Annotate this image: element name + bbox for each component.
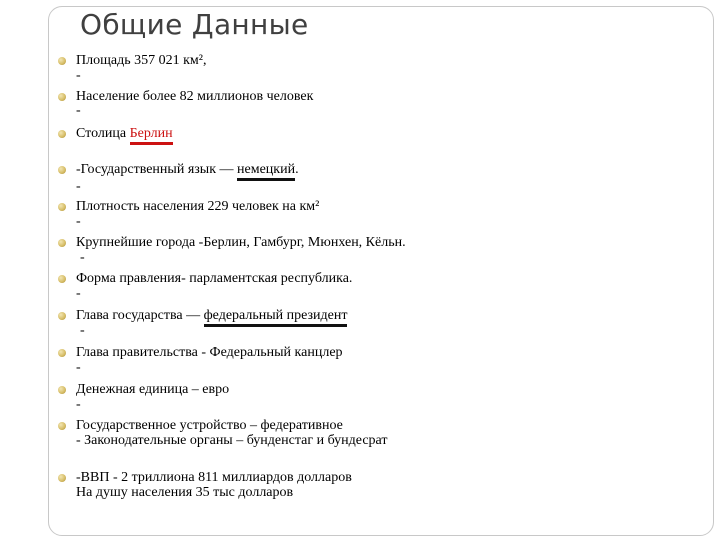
language-suffix: . (295, 162, 299, 177)
dash-text: - (76, 397, 81, 412)
currency-text: Денежная единица – евро (76, 382, 230, 397)
capital-label: Столица (76, 126, 130, 141)
head-of-state-value: федеральный президент (204, 308, 348, 327)
capital-line (76, 126, 173, 141)
legislature-text: - Законодательные органы – бунденстаг и бундесрат (76, 433, 388, 448)
population-text: Население более 82 миллионов человек (76, 89, 314, 104)
bullet-icon (58, 203, 66, 211)
dash-text: - (76, 286, 81, 301)
area-text: Площадь 357 021 км², (76, 53, 207, 68)
government-form-text: Форма правления- парламентская республика. (76, 271, 353, 286)
state-structure-text: Государственное устройство – федеративное (76, 418, 343, 433)
dash-text: - (80, 323, 85, 338)
density-text: Плотность населения 229 человек на км² (76, 199, 320, 214)
dash-text: - (76, 103, 81, 118)
bullet-icon (58, 422, 66, 430)
head-of-state-line (76, 308, 347, 323)
capital-value: Берлин (130, 126, 173, 145)
bullet-icon (58, 312, 66, 320)
bullet-icon (58, 57, 66, 65)
dash-text: - (76, 214, 81, 229)
gdp-text: -ВВП - 2 триллиона 811 миллиардов долларов (76, 470, 352, 485)
bullet-icon (58, 386, 66, 394)
head-of-state-label: Глава государства — (76, 308, 204, 323)
slide-title: Общие Данные (80, 8, 309, 41)
dash-text: - (76, 68, 81, 83)
head-of-government-text: Глава правительства - Федеральный канцлер (76, 345, 343, 360)
bullet-icon (58, 474, 66, 482)
bullet-icon (58, 130, 66, 138)
bullet-icon (58, 166, 66, 174)
bullet-icon (58, 93, 66, 101)
dash-text: - (80, 250, 85, 265)
language-label: -Государственный язык — (76, 162, 237, 177)
language-value: немецкий (237, 162, 295, 181)
bullet-icon (58, 275, 66, 283)
bullet-icon (58, 239, 66, 247)
cities-text: Крупнейшие города -Берлин, Гамбург, Мюнхен, Кёльн. (76, 235, 406, 250)
gdp-per-capita-text: На душу населения 35 тыс долларов (76, 485, 294, 500)
language-line (76, 162, 299, 177)
dash-text: - (76, 360, 81, 375)
dash-text: - (76, 179, 81, 194)
bullet-icon (58, 349, 66, 357)
